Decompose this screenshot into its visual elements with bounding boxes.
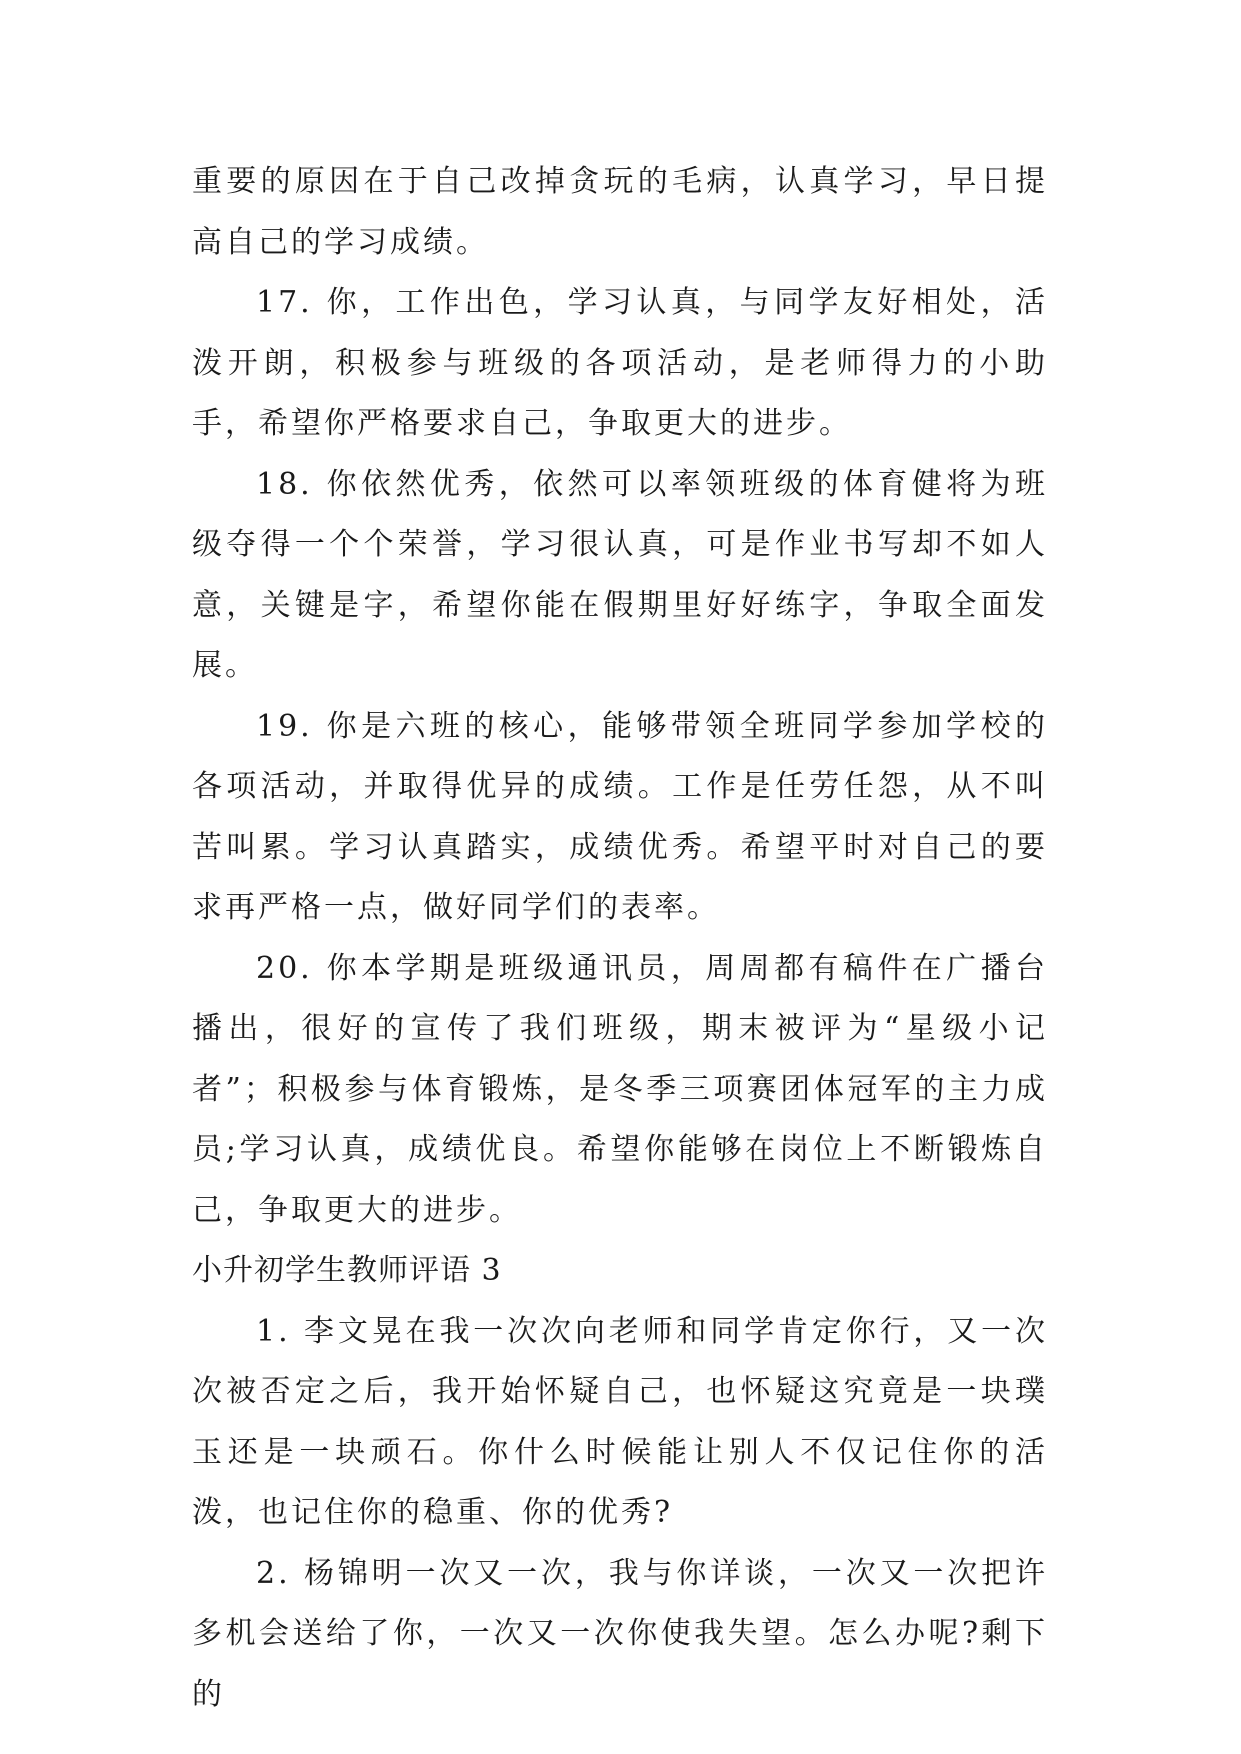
document-body (192, 152, 1048, 1725)
comment-item-20: 20. 你本学期是班级通讯员，周周都有稿件在广播台播出，很好的宣传了我们班级，期末被评为“星级小记者”；积极参与体育锻炼，是冬季三项赛团体冠军的主力成员;学习认真，成绩优良。希望你能够在岗位上不断锻炼自己，争取更大的进步。 (192, 950, 1048, 1228)
paragraph-continuation: 重要的原因在于自己改掉贪玩的毛病，认真学习，早日提高自己的学习成绩。 (192, 164, 1048, 260)
comment-item-18: 18. 你依然优秀，依然可以率领班级的体育健将为班级夺得一个个荣誉，学习很认真，可是作业书写却不如人意，关键是字，希望你能在假期里好好练字，争取全面发展。 (192, 466, 1048, 683)
comment-item-19: 19. 你是六班的核心，能够带领全班同学参加学校的各项活动，并取得优异的成绩。工作是任劳任怨，从不叫苦叫累。学习认真踏实，成绩优秀。希望平时对自己的要求再严格一点，做好同学们的表率。 (192, 708, 1048, 925)
comment-item-2: 2. 杨锦明一次又一次，我与你详谈，一次又一次把许多机会送给了你，一次又一次你使我失望。怎么办呢?剩下的 (192, 1555, 1048, 1712)
comment-item-17: 17. 你，工作出色，学习认真，与同学友好相处，活泼开朗，积极参与班级的各项活动，是老师得力的小助手，希望你严格要求自己，争取更大的进步。 (192, 285, 1048, 441)
comment-item-1: 1. 李文晃在我一次次向老师和同学肯定你行，又一次次被否定之后，我开始怀疑自己，也怀疑这究竟是一块璞玉还是一块顽石。你什么时候能让别人不仅记住你的活泼，也记住你的稳重、你的优秀? (192, 1313, 1048, 1530)
section-heading: 小升初学生教师评语 3 (192, 1253, 502, 1288)
